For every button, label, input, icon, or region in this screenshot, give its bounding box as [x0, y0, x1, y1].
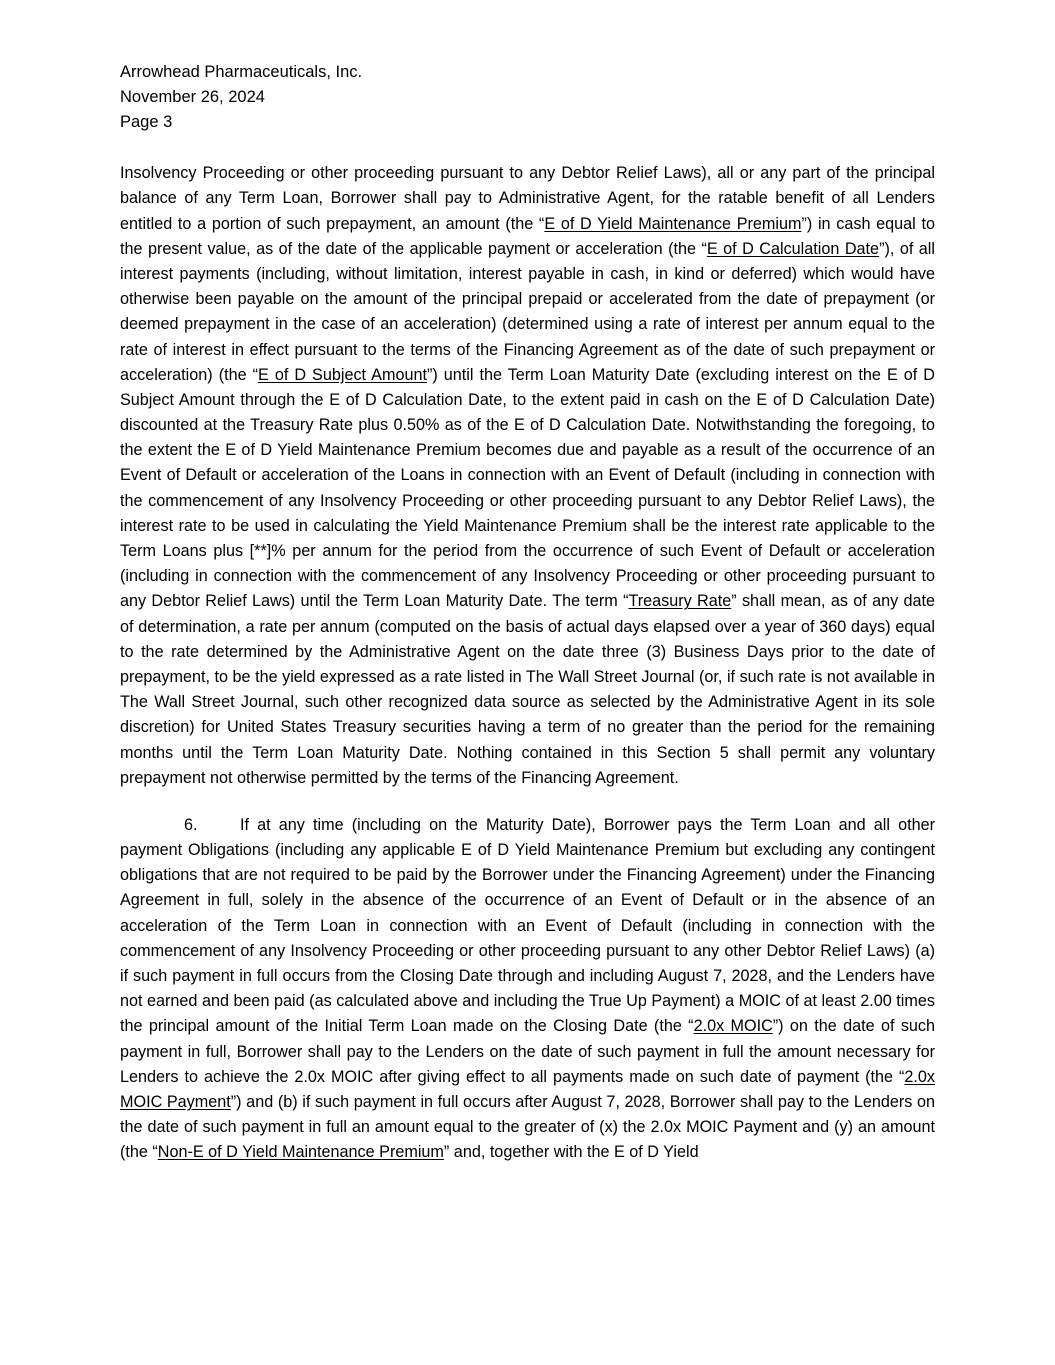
- defined-term: Non-E of D Yield Maintenance Premium: [157, 1143, 444, 1162]
- text-run: ”) and (b) if such payment in full occurs after August 7, 2028, Borrower shall pay to the Lenders on the date of such payment in full an amount equal to the greater of (x) the 2.0x MOIC Payment and (y) an amount (the “: [120, 1092, 935, 1162]
- text-run: ”) on the date of such payment in full, Borrower shall pay to the Lenders on the date of such payment in full the amount necessary for Lenders to achieve the 2.0x MOIC after giving effect to all payments made on such date of payment (the “: [120, 1017, 936, 1086]
- text-run: ”), of all interest payments (including, without limitation, interest payable in cash, in kind or deferred) which would have otherwise been payable on the amount of the principal prepaid or accelerated from the date of prepayment (or deemed prepayment in the case of an acceleration) (determined using a rate of interest per annum equal to the rate of interest in effect pursuant to the terms of the Financing Agreement as of the date of such prepayment or acceleration) (the “: [120, 239, 935, 384]
- section-number: 6.: [184, 815, 198, 834]
- text-run: ” and, together with the E of D Yield: [443, 1143, 699, 1162]
- defined-term: 2.0x MOIC Payment: [120, 1067, 935, 1111]
- defined-term: Treasury Rate: [628, 592, 732, 611]
- text-run: Insolvency Proceeding or other proceeding pursuant to any Debtor Relief Laws), all or any part of the principal balance of any Term Loan, Borrower shall pay to Administrative Agent, for the ratable benefit of all Lenders entitled to a portion of such prepayment, an amount (the “: [120, 164, 935, 233]
- text-run: ”) in cash equal to the present value, as of the date of the applicable payment or acceleration (the “: [120, 214, 935, 258]
- letterhead-page-number: Page 3: [120, 113, 173, 132]
- letterhead: [120, 60, 935, 135]
- defined-term: E of D Yield Maintenance Premium: [544, 214, 802, 233]
- defined-term: E of D Calculation Date: [706, 239, 880, 258]
- letterhead-company: Arrowhead Pharmaceuticals, Inc.: [120, 63, 363, 81]
- defined-term: E of D Subject Amount: [258, 365, 427, 384]
- section-number-lead: [120, 813, 240, 838]
- text-run: ”) until the Term Loan Maturity Date (excluding interest on the E of D Subject Amount through the E of D Calculation Date, to the extent paid in cash on the E of D Calculation Date) discounted at the Treasury Rate plus 0.50% as of the E of D Calculation Date. Notwithstanding the foregoing, to the extent the E of D Yield Maintenance Premium becomes due and payable as a result of the occurrence of an Event of Default or acceleration of the Loans in connection with an Event of Default (including in connection with the commencement of any Insolvency Proceeding or other proceeding pursuant to any Debtor Relief Laws), the interest rate to be used in calculating the Yield Maintenance Premium shall be the interest rate applicable to the Term Loans plus [**]% per annum for the period from the occurrence of such Event of Default or acceleration (including in connection with the commencement of any Insolvency Proceeding or other proceeding pursuant to any Debtor Relief Laws) until the Term Loan Maturity Date. The term “: [120, 365, 935, 611]
- text-run: If at any time (including on the Maturity Date), Borrower pays the Term Loan and all other payment Obligations (including any applicable E of D Yield Maintenance Premium but excluding any contingent obligations that are not required to be paid by the Borrower under the Financing Agreement) under the Financing Agreement in full, solely in the absence of the occurrence of an Event of Default or in the absence of an acceleration of the Term Loan in connection with an Event of Default (including in connection with the commencement of any Insolvency Proceeding or other proceeding pursuant to any other Debtor Relief Laws) (a) if such payment in full occurs from the Closing Date through and including August 7, 2028, and the Lenders have not earned and been paid (as calculated above and including the True Up Payment) a MOIC of at least 2.00 times the principal amount of the Initial Term Loan made on the Closing Date (the “: [120, 815, 935, 1036]
- letterhead-date: November 26, 2024: [120, 88, 265, 107]
- paragraph-section-6: [120, 813, 935, 1166]
- defined-term: 2.0x MOIC: [693, 1017, 773, 1036]
- text-run: ” shall mean, as of any date of determination, a rate per annum (computed on the basis of actual days elapsed over a year of 360 days) equal to the rate determined by the Administrative Agent on the date three (3) Business Days prior to the date of prepayment, to be the yield expressed as a rate listed in The Wall Street Journal (or, if such rate is not available in The Wall Street Journal, such other recognized data source as selected by the Administrative Agent in its sole discretion) for United States Treasury securities having a term of no greater than the period for the remaining months until the Term Loan Maturity Date. Nothing contained in this Section 5 shall permit any voluntary prepayment not otherwise permitted by the terms of the Financing Agreement.: [120, 592, 935, 787]
- paragraph-continuation: [120, 161, 935, 791]
